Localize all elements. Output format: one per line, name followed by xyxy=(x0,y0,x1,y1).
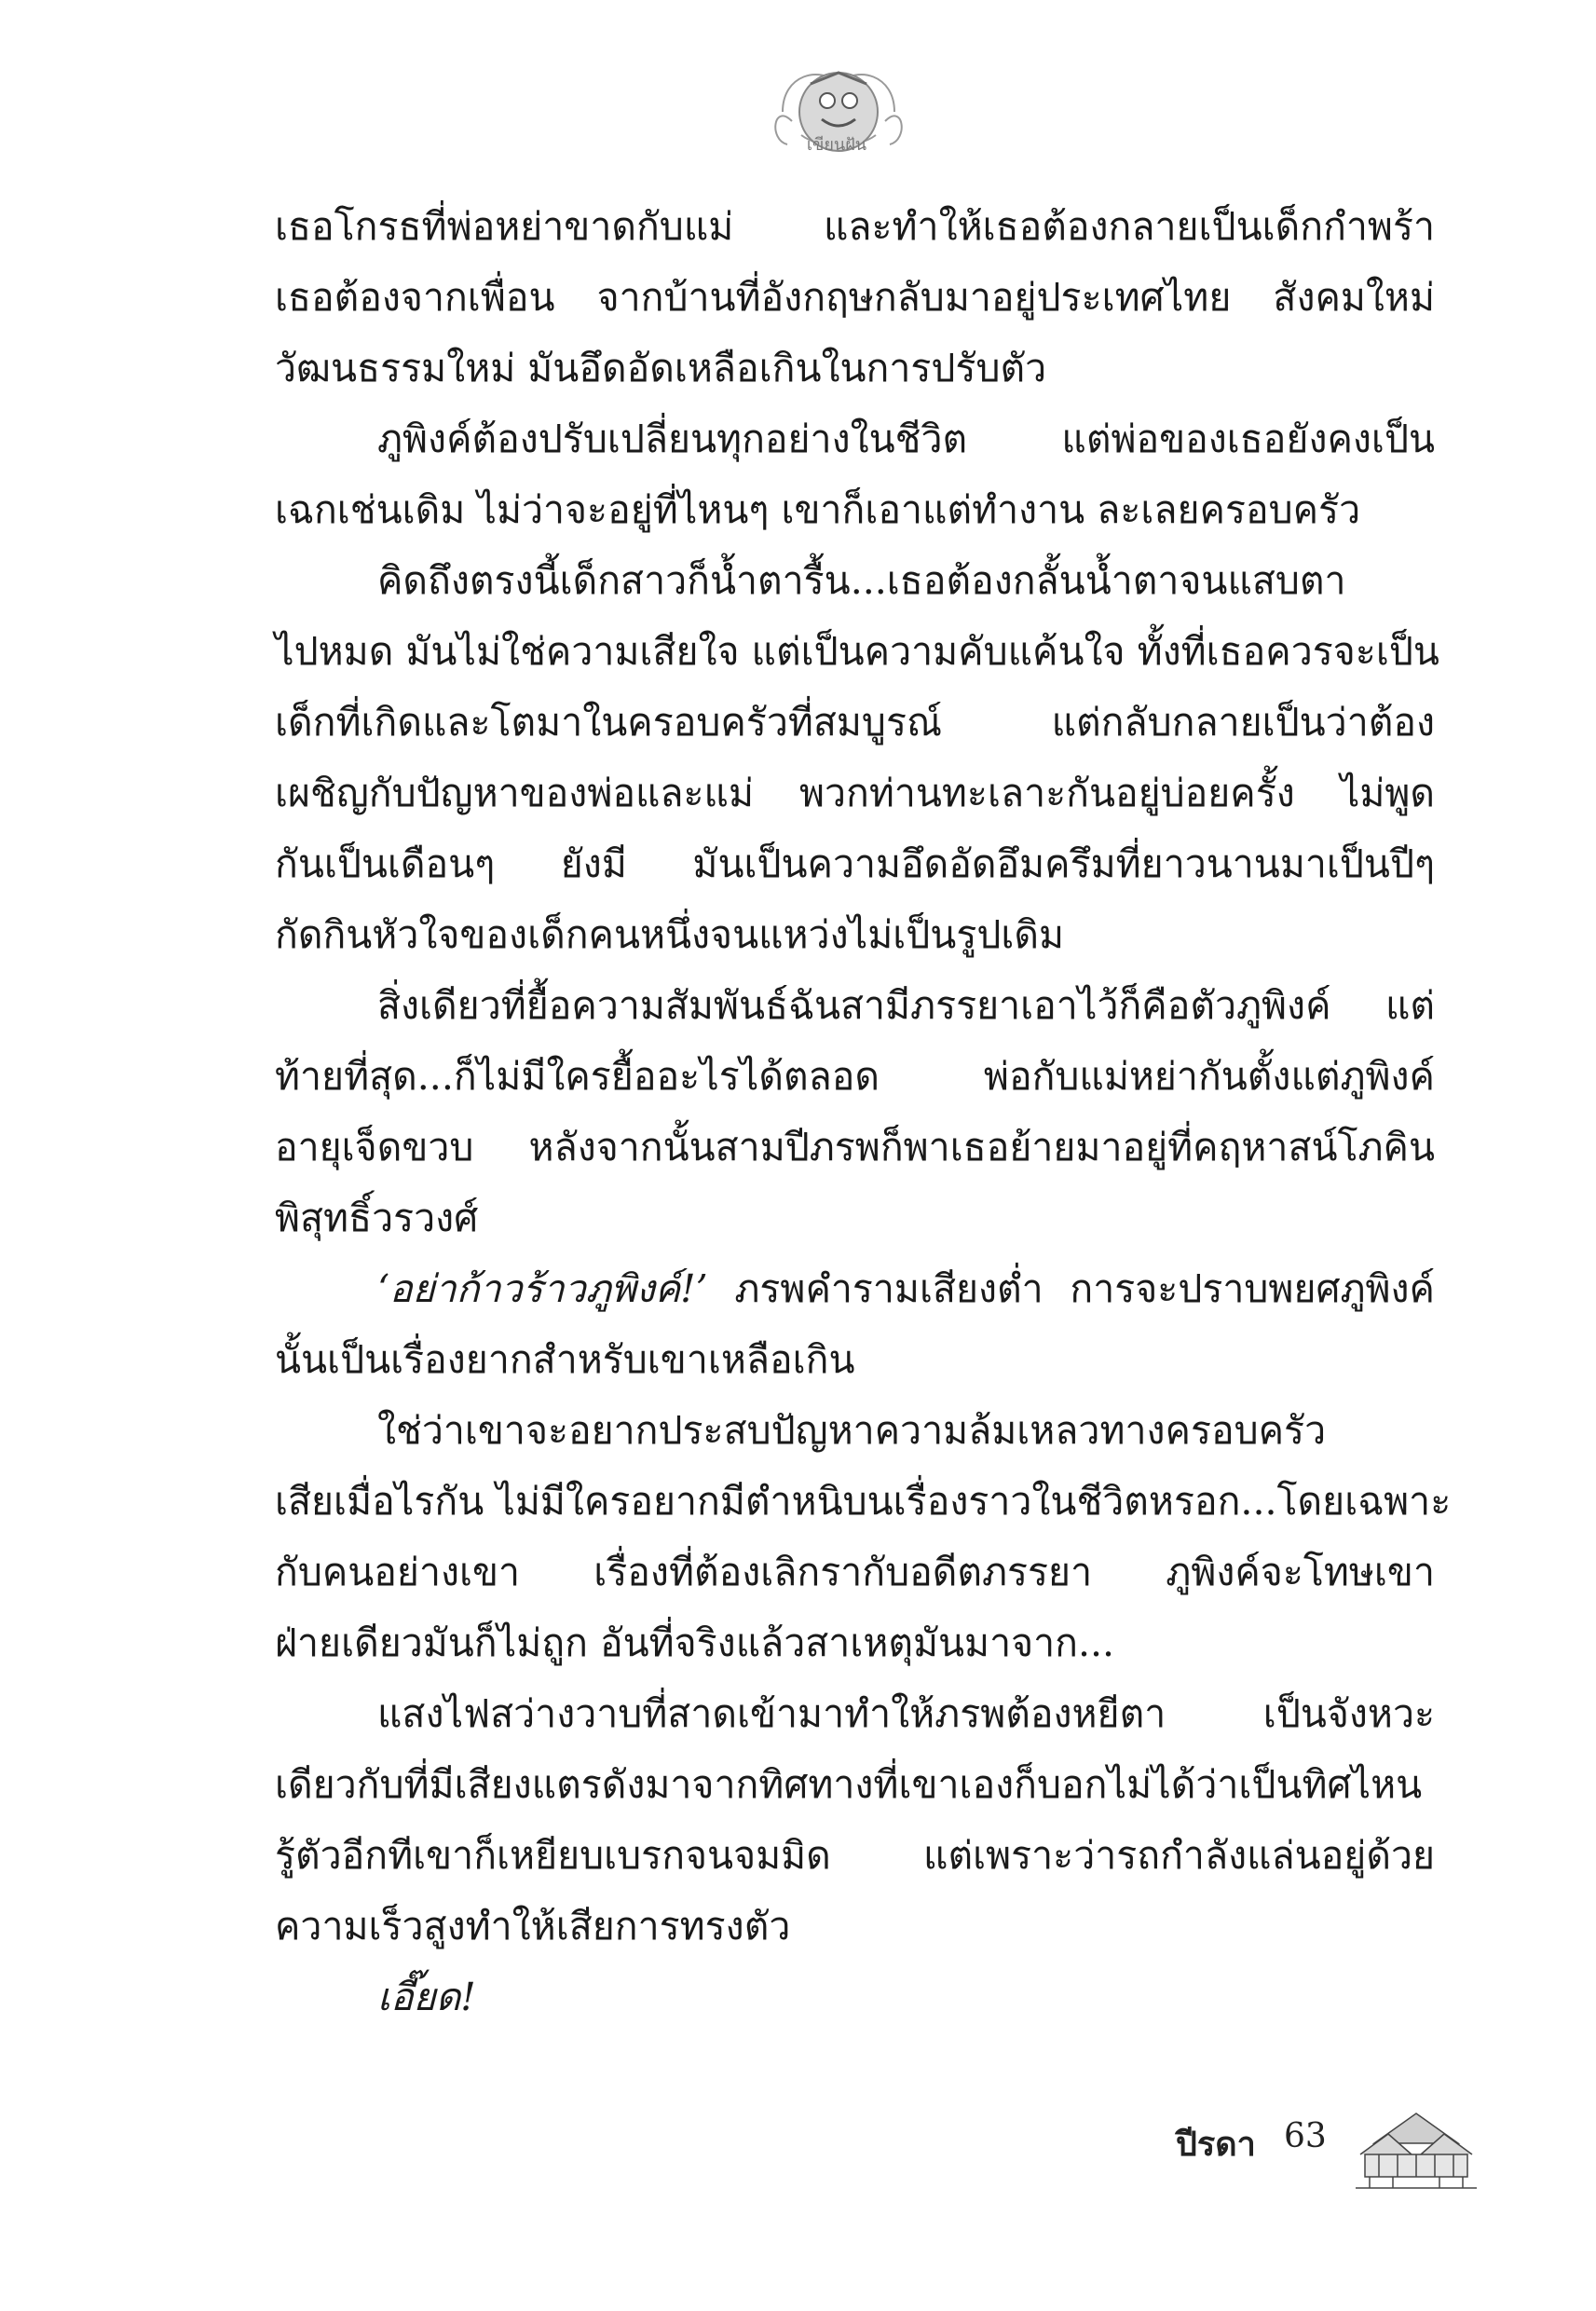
text-line xyxy=(275,1607,1435,1678)
text-line xyxy=(275,1749,1435,1820)
text-line xyxy=(275,333,1435,403)
ornament-label: เขียนฝัน xyxy=(806,135,867,155)
text-line xyxy=(275,262,1435,333)
line-text: คิดถึงตรงนี้เด็กสาวก็น้ำตารื้น...เธอต้องกลั้นน้ำตาจนแสบตา xyxy=(377,558,1346,603)
italic-text: เอี๊ยด! xyxy=(377,1975,476,2019)
text-line xyxy=(275,474,1435,545)
line-text: กัดกินหัวใจของเด็กคนหนึ่งจนแหว่งไม่เป็นรูปเดิม xyxy=(275,912,1065,957)
line-text: ท้ายที่สุด...ก็ไม่มีใครยื้ออะไรได้ตลอด พ่อกับแม่หย่ากันตั้งแต่ภูพิงค์ xyxy=(275,1054,1435,1099)
line-text: เด็กที่เกิดและโตมาในครอบครัวที่สมบูรณ์ แต่กลับกลายเป็นว่าต้อง xyxy=(275,700,1435,745)
text-line xyxy=(275,1962,1435,2032)
line-text: พิสุทธิ์วรวงศ์ xyxy=(275,1196,479,1240)
text-line xyxy=(275,545,1435,616)
italic-text: ‘อย่าก้าวร้าวภูพิงค์!’ xyxy=(377,1266,708,1311)
line-text: เธอโกรธที่พ่อหย่าขาดกับแม่ และทำให้เธอต้องกลายเป็นเด็กกำพร้า xyxy=(275,204,1435,249)
text-line xyxy=(275,1678,1435,1749)
text-line xyxy=(275,1395,1435,1466)
thai-house-icon xyxy=(1356,2106,1477,2190)
line-text: เผชิญกับปัญหาของพ่อและแม่ พวกท่านทะเลาะกันอยู่บ่อยครั้ง ไม่พูด xyxy=(275,771,1435,815)
line-text: เดียวกับที่มีเสียงแตรดังมาจากทิศทางที่เขาเองก็บอกไม่ได้ว่าเป็นทิศไหน xyxy=(275,1762,1423,1807)
line-text: ความเร็วสูงทำให้เสียการทรงตัว xyxy=(275,1904,791,1949)
line-text: เธอต้องจากเพื่อน จากบ้านที่อังกฤษกลับมาอยู่ประเทศไทย สังคมใหม่ xyxy=(275,275,1435,320)
line-text: ใช่ว่าเขาจะอยากประสบปัญหาความล้มเหลวทางครอบครัว xyxy=(377,1408,1327,1453)
text-line xyxy=(275,687,1435,758)
line-text: เสียเมื่อไรกัน ไม่มีใครอยากมีตำหนิบนเรื่องราวในชีวิตหรอก...โดยเฉพาะ xyxy=(275,1479,1452,1524)
book-title: ปีรดา xyxy=(1176,2126,1256,2164)
line-text: แสงไฟสว่างวาบที่สาดเข้ามาทำให้ภรพต้องหยีตา เป็นจังหวะ xyxy=(377,1691,1435,1736)
line-text: ภรพคำรามเสียงต่ำ การจะปราบพยศภูพิงค์ xyxy=(707,1266,1435,1311)
line-text: เฉกเช่นเดิม ไม่ว่าจะอยู่ที่ไหนๆ เขาก็เอาแต่ทำงาน ละเลยครอบครัว xyxy=(275,487,1361,532)
line-text: กันเป็นเดือนๆ ยังมี มันเป็นความอึดอัดอึมครึมที่ยาวนานมาเป็นปีๆ xyxy=(275,841,1435,886)
text-line xyxy=(275,828,1435,899)
text-line xyxy=(275,1183,1435,1253)
text-line xyxy=(275,403,1435,474)
text-line xyxy=(275,1537,1435,1607)
line-text: วัฒนธรรมใหม่ มันอึดอัดเหลือเกินในการปรับตัว xyxy=(275,346,1047,390)
line-text: นั้นเป็นเรื่องยากสำหรับเขาเหลือเกิน xyxy=(275,1337,855,1382)
line-text: สิ่งเดียวที่ยื้อความสัมพันธ์ฉันสามีภรรยาเอาไว้ก็คือตัวภูพิงค์ แต่ xyxy=(377,983,1435,1028)
text-line xyxy=(275,1112,1435,1183)
line-text: ฝ่ายเดียวมันก็ไม่ถูก อันที่จริงแล้วสาเหตุมันมาจาก... xyxy=(275,1620,1115,1665)
text-line xyxy=(275,1253,1435,1324)
line-text: อายุเจ็ดขวบ หลังจากนั้นสามปีภรพก็พาเธอย้ายมาอยู่ที่คฤหาสน์โภคิน xyxy=(275,1125,1435,1169)
text-line xyxy=(275,191,1435,262)
body-text xyxy=(275,191,1452,2032)
header-ornament-icon xyxy=(764,47,913,177)
text-line xyxy=(275,899,1435,970)
text-line xyxy=(275,1041,1435,1112)
line-text: ภูพิงค์ต้องปรับเปลี่ยนทุกอย่างในชีวิต แต่พ่อของเธอยังคงเป็น xyxy=(377,417,1435,461)
text-line xyxy=(275,758,1435,828)
text-line xyxy=(275,970,1435,1041)
line-text: ไปหมด มันไม่ใช่ความเสียใจ แต่เป็นความคับแค้นใจ ทั้งที่เธอควรจะเป็น xyxy=(275,629,1439,674)
page-number: 63 xyxy=(1284,2117,1327,2155)
text-line xyxy=(275,616,1439,687)
text-line xyxy=(275,1324,1435,1395)
line-text: รู้ตัวอีกทีเขาก็เหยียบเบรกจนจมมิด แต่เพราะว่ารถกำลังแล่นอยู่ด้วย xyxy=(275,1833,1435,1878)
text-line xyxy=(275,1820,1435,1891)
text-line xyxy=(275,1891,1435,1962)
line-text: กับคนอย่างเขา เรื่องที่ต้องเลิกรากับอดีตภรรยา ภูพิงค์จะโทษเขา xyxy=(275,1550,1435,1594)
text-line xyxy=(275,1466,1452,1537)
